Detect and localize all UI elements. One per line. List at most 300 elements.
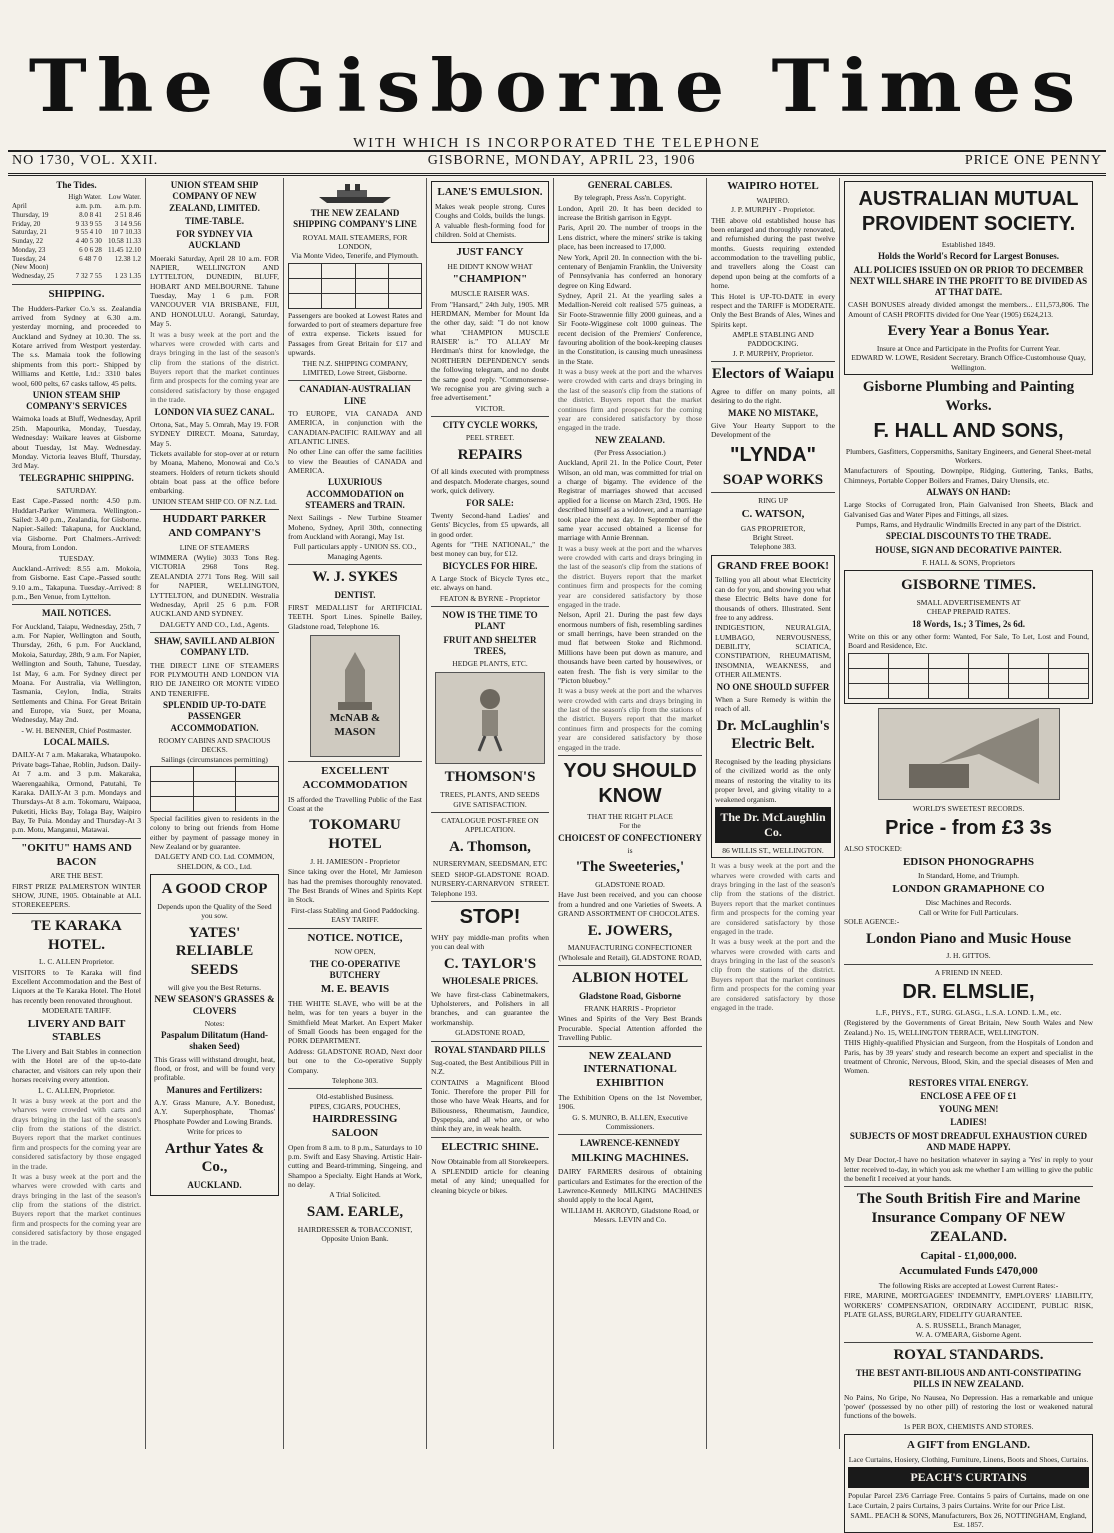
grand-free-book-heading: GRAND FREE BOOK! [717, 559, 829, 572]
shaw-sign: DALGETY AND CO. Ltd. COMMON, SHELDON, & CO., Ltd. [154, 852, 275, 871]
local-mails-text: DAILY-At 7 a.m. Makaraka, Whataupoko. Private bags-Tahae, Roblin, Judson. Daily-At 7 a.m. and 3 p.m. Makaraka, Waerengaahika, Ormond, Patutahi, Te Karaka. DAILY-At 3 p.m. Mondays and Thursdays-At 8 a.m. Tokomaru, Waipaoa, Puketiti, Hicks Bay, Tolaga Bay, Waipiro Bay, Te Puia. Monday and Thursday-At 3 p.m. Motu, Manganui, Matawai. [12, 750, 141, 835]
shipping-text: The Hudders-Parker Co.'s ss. Zealandia arrived from Sydney at 6.30 a.m. yesterday morning, and proceeded to Auckland and Sydney at 10.30. The ss. Kotare arrived from Westport yesterday. The s.s. Mamaia took the following shipments from this port:- Shipped by Williams and Kettle, Ltd.: 3310 bales wool, 600 pelts, 67 casks tallow, 45 pelts. [12, 303, 141, 388]
albion-sub: Gladstone Road, Gisborne [579, 990, 681, 1001]
gift-heading: A GIFT from ENGLAND. [906, 1439, 1031, 1451]
divider [150, 632, 279, 633]
divider [288, 928, 422, 929]
tides-cell: 1 23 1.35 [114, 272, 141, 280]
dateline [8, 152, 1106, 176]
beavis-telephone: Telephone 303. [331, 1075, 379, 1085]
mclaughlin-advert [711, 555, 835, 859]
stop-text: WHY pay middle-man profits when you can deal with [431, 932, 549, 952]
tides-row [12, 272, 141, 281]
amp-sub: Holds the World's Record for Largest Bonuses. [878, 251, 1059, 262]
royal-mail-text: ROYAL MAIL STEAMERS, FOR LONDON, [302, 232, 408, 251]
livery-heading: LIVERY AND BAIT STABLES [27, 1017, 126, 1044]
new-zealand-heading: NEW ZEALAND. [595, 434, 665, 445]
bright-street-text: Bright Street. [752, 532, 794, 542]
telegraphic-heading: TELEGRAPHIC SHIPPING. [19, 472, 134, 483]
huddart-sign: DALGETY AND CO., Ltd., Agents. [159, 619, 270, 629]
tuesday-heading: TUESDAY. [58, 553, 95, 563]
tides-row [12, 246, 141, 255]
tides-cell: Monday, 23 [12, 245, 46, 254]
restores-heading: RESTORES VITAL ENERGY. [908, 1077, 1029, 1088]
amp-insure: Insure at Once and Participate in the Profits for Current Year. [876, 343, 1061, 353]
price-value: from £3 3s [951, 817, 1052, 840]
city-cycle-sub: PEEL STREET. [465, 433, 515, 443]
young-men-heading: YOUNG MEN! [938, 1104, 999, 1115]
wholesale-heading: WHOLESALE PRICES. [441, 976, 539, 987]
tides-cell: 7 32 7 55 [75, 272, 102, 280]
telegraphic-day: SATURDAY. [56, 485, 97, 495]
lynda-heading: "LYNDA" [729, 443, 816, 466]
divider [288, 564, 422, 565]
tides-row [12, 255, 141, 264]
hairdressing-text: Open from 8 a.m. to 8 p.m., Saturdays to 10 p.m. Swift and Easy Shaving. Artistic Hair-cutting and Beard-trimming, Singeing, and Shampoo a Specialty. Eight Hands at Work, no delay. [288, 1142, 422, 1189]
beavis-heading: M. E. BEAVIS [320, 983, 390, 996]
local-mails-heading: LOCAL MAILS. [43, 737, 110, 748]
filler-text: It was a busy week at the port and the wharves were crowded with carts and drays bringing in the last of the season's clip from the stations of the district. Buyers report that the market continues firm and prospects for the coming year are considered satisfactory by those engaged in the trade. [558, 543, 702, 609]
earle-sub: HAIRDRESSER & TOBACCONIST, Opposite Union Bank. [297, 1224, 413, 1243]
champion-heading: "CHAMPION" [452, 273, 528, 286]
albion-heading: ALBION HOTEL [571, 970, 689, 986]
royal-pills-text: Sug-coated, the Best Antibilious Pill in N.Z. [431, 1057, 549, 1077]
write-text: Write for prices to [187, 1127, 242, 1137]
sydney-heading: FOR SYDNEY VIA AUCKLAND [176, 229, 253, 251]
ring-up-text: RING UP [758, 496, 788, 506]
tides-cell [102, 263, 141, 272]
mail-notices-heading: MAIL NOTICES. [41, 608, 112, 619]
livery-sign: L. C. ALLEN, Proprietor. [38, 1085, 115, 1095]
tides-cell: 9 33 9 55 [75, 219, 102, 228]
mistake-heading: MAKE NO MISTAKE, [727, 407, 819, 418]
hedge-text: HEDGE PLANTS, ETC. [452, 659, 528, 668]
cables-copyright: By telegraph, Press Ass'n. Copyright. [574, 193, 686, 203]
tides-cell: 4 40 5 30 [75, 237, 102, 245]
tides-header-cell: High Water. [68, 193, 102, 202]
via-text: Via Monte Video, Tenerife, and Plymouth. [291, 251, 419, 261]
canadian-australian-sign: Full particulars apply - UNION SS. CO., Managing Agents. [293, 542, 417, 561]
mclaughlin-heading: Dr. McLaughlin's Electric Belt. [716, 717, 830, 753]
filler-text: It was a busy week at the port and the wharves were crowded with carts and drays bringing in the last of the season's clip from the stations of the district. Buyers report that the market continues firm and prospects for the coming year are considered satisfactory by those engaged in the trade. [12, 1171, 141, 1247]
house-heading: HOUSE, SIGN AND DECORATIVE PAINTER. [875, 544, 1062, 555]
exhibition-sign: G. S. MUNRO, B. ALLEN, Executive Commissioners. [572, 1112, 688, 1131]
peach-curtains-banner: PEACH'S CURTAINS [848, 1467, 1089, 1488]
royal-pills-text-2: CONTAINS a Magnificent Blood Tonic. Therefore the proper Pill for those who have Weak Hearts, and for Biliousness, Rheumatism, Jaundice, Dyspepsia, and all who are, or who think they are, in weak health. [431, 1077, 549, 1134]
shipping-heading: SHIPPING. [48, 287, 105, 300]
tides-header-cell [12, 193, 62, 202]
tides-cell: Thursday, 19 [12, 210, 49, 219]
good-crop-heading: A GOOD CROP [161, 881, 268, 898]
albion-text: Wines and Spirits of the Very Best Brands Procurable. Special Attention afforded the Travelling Public. [558, 1014, 702, 1043]
dentist-heading: DENTIST. [334, 589, 376, 600]
filler-text: It was a busy week at the port and the wharves were crowded with carts and drays bringing in the last of the season's clip from the stations of the district. Buyers report that the market continues firm and prospects for the coming year are considered satisfactory by those engaged in the trade. [711, 861, 835, 936]
stabling-text: AMPLE STABLING AND PADDOCKING. [732, 330, 814, 349]
divider [558, 1134, 702, 1135]
a-thomson-heading: A. Thomson, [449, 838, 531, 855]
now-open-text: NOW OPEN, [334, 947, 376, 957]
divider [431, 812, 549, 813]
timetable-heading: TIME-TABLE. [184, 215, 245, 226]
canadian-australian-text: TO EUROPE, VIA CANADA AND AMERICA, in conjunction with the CANADIAN-PACIFIC RAILWAY and all ATLANTIC LINES. [288, 408, 422, 446]
tides-heading: The Tides. [56, 180, 97, 190]
tides-cell: 6 0 6 28 [79, 245, 102, 254]
capital-line: Capital - £1,000,000. [920, 1249, 1017, 1262]
divider [12, 838, 141, 839]
divider [711, 492, 835, 493]
for-the-text: For the [619, 821, 641, 831]
enclose-heading: ENCLOSE A FEE OF £1 [920, 1090, 1017, 1101]
lawrence-kennedy-heading: LAWRENCE-KENNEDY [579, 1138, 680, 1149]
divider [288, 761, 422, 762]
plumbing-heading: Gisborne Plumbing and Painting Works. [862, 379, 1075, 414]
manures-heading: Manures and Fertilizers: [166, 1084, 263, 1095]
column-2 [146, 178, 284, 1449]
hall-text: Manufacturers of Spouting, Downpipe, Ridging, Guttering, Tanks, Baths, Chimneys, Portable Copper Boilers and Frames, Dairy Utensils, etc. [844, 466, 1093, 485]
firstclass-text: First-class Stabling and Good Paddocking. [290, 905, 420, 915]
tides-cell: 9 55 4 10 [75, 228, 102, 237]
beavis-text: THE WHITE SLAVE, who will be at the helm, was for ten years a buyer in the Smithfield Meat Market. An Expert Maker of Small Goods has been engaged for the PORK DEPARTMENT. [288, 998, 422, 1046]
mclaughlin-text: Recognised by the leading physicians of the civilized world as the only means of restoring the vitality to its proper level, and giving vitality to a weakened organism. [715, 757, 831, 804]
filler-text: It was a busy week at the port and the wharves were crowded with carts and drays bringing in the last of the season's clip from the stations of the district. Buyers report that the market continues firm and prospects for the coming year are considered satisfactory by those engaged in the trade. [12, 1095, 141, 1171]
arthur-yates: Arthur Yates & Co., [164, 1140, 265, 1176]
amp-policies: ALL POLICIES ISSUED ON OR PRIOR TO DECEMBER NEXT WILL SHARE IN THE PROFIT TO BE DIVIDED AS AT THAT DATE. [849, 264, 1088, 298]
usc-notice-text: Tickets available for stop-over at or return by Moana, Maheno, Monowai and Co.'s steamers. Holders of return tickets should obtain boat pass at the office before embarking. [150, 448, 279, 496]
column-4 [427, 178, 554, 1449]
te-karaka-heading: TE KARAKA HOTEL. [31, 917, 122, 953]
divider [558, 1046, 702, 1047]
pipes-text: PIPES, CIGARS, POUCHES, [309, 1101, 401, 1111]
tides-cell: 10 7 10.33 [111, 228, 141, 237]
steamship-icon [315, 182, 395, 204]
capital-value: £1,000,000. [964, 1249, 1017, 1262]
akroyd-text: WILLIAM H. AKROYD, Gladstone Road, or Messrs. LEVIN and Co. [561, 1205, 699, 1225]
jowers-sub: MANUFACTURING CONFECTIONER (Wholesale and Retail), GLADSTONE ROAD, [558, 943, 702, 962]
canadian-australian-text-2: No other Line can offer the same facilities to view the Beauties of CANADA and AMERICA. [288, 447, 422, 475]
electric-shine-heading: ELECTRIC SHINE. [441, 1140, 539, 1153]
muscle-text: MUSCLE RAISER WAS. [450, 289, 530, 299]
tides-row [12, 211, 141, 220]
just-fancy-sub: HE DIDN'T KNOW WHAT [447, 262, 533, 271]
tides-row [12, 220, 141, 229]
stop-heading: STOP! [459, 905, 521, 928]
divider [431, 416, 549, 417]
divider [558, 965, 702, 966]
new-zealand-text: Auckland, April 21. In the Police Court, Peter Wilson, an old man, was committed for trial on a charge of bigamy. The evidence of the Registrar of marriages showed that accused applied for a license on March 23rd, 1905. He described himself as a widower, and a marriage took place the next day. In September of the same year accused obtained a license for marriage with Annie Brennan. [558, 458, 702, 543]
tides-cell: (New Moon) [12, 263, 49, 272]
shaw-notice-text: Special facilities given to residents in the colony to bring out friends from Home either by payment of passage money in New Zealand or by guarantee. [150, 813, 279, 851]
mail-notices-sign: - W. H. BENNER, Chief Postmaster. [21, 725, 132, 735]
gramophone-heading: LONDON GRAMAPHONE CO [892, 882, 1045, 895]
south-british-heading: The South British Fire and Marine Insurance Company OF NEW ZEALAND. [856, 1191, 1081, 1245]
small-ads-form [844, 570, 1093, 704]
waipiro-text-2: This Hotel is UP-TO-DATE in every respect and the TARIFF is MODERATE. Only the Best Brands of Ales, Wines and Spirits kept. [711, 291, 835, 329]
tuesday-text: Auckland.-Arrived: 8.55 a.m. Mokoia, from Gisborne. East Cape.-Passed south: 9.10 a.m., Takapuna. Tuesday.-Arrived: 8 p.m., Ben Venue, from Lyttelton. [12, 563, 141, 601]
lanes-text: Makes weak people strong. Cures Coughs and Colds, builds the lungs. A valuable flesh-forming food for children. Sold at Chemists. [435, 201, 545, 239]
always-text: Large Stocks of Corrugated Iron, Plain Galvanised Iron Sheets, Black and Galvanised Gas and Water Pipes and Fittings, all sizes. [844, 500, 1093, 519]
electric-shine-sub: Now Obtainable from all Storekeepers. [431, 1156, 549, 1166]
gramophone-illustration [878, 708, 1060, 800]
ladies-heading: LADIES! [950, 1117, 987, 1128]
waipiro-sub: WAIPIRO. [756, 195, 790, 205]
beavis-address: Address: GLADSTONE ROAD, Next door but one to the Co-operative Supply Company. [288, 1046, 422, 1075]
amp-sign: EDWARD W. LOWE, Resident Secretary. Branch Office-Customhouse Quay, Wellington. [851, 353, 1086, 372]
nzs-text: Passengers are booked at Lowest Rates and forwarded to port of steamers departure free of extra expense. Tickets issued for Passages from Great Britain for £17 and upwards. [288, 310, 422, 358]
sweeteries-address: GLADSTONE ROAD. [595, 880, 665, 889]
divider [431, 1041, 549, 1042]
tides-cell: 11.45 12.10 [108, 245, 141, 254]
te-karaka-tariff: MODERATE TARIFF. [41, 1006, 112, 1016]
sykes-heading: W. J. SYKES [312, 569, 398, 585]
amp-every-year: Every Year a Bonus Year. [887, 323, 1050, 340]
for-sale-heading: FOR SALE: [466, 497, 514, 508]
easy-tariff-text: EASY TARIFF. [331, 915, 379, 925]
you-should-know-heading: YOU SHOULD KNOW [563, 759, 697, 807]
call-text: Call or Write for Full Particulars. [918, 907, 1019, 917]
yates-advert [150, 874, 279, 1196]
tides-cell: 10.58 11.33 [108, 237, 141, 245]
london-heading: LONDON VIA SUEZ CANAL. [154, 406, 275, 417]
tides-cell: Wednesday, 25 [12, 272, 55, 280]
royal-pills-heading: ROYAL STANDARD PILLS [434, 1044, 546, 1055]
exhibition-heading: NEW ZEALAND INTERNATIONAL EXHIBITION [583, 1049, 677, 1089]
waipiro-sign: J. P. MURPHY, Proprietor. [732, 348, 814, 358]
press-association-text: (Per Press Association.) [594, 447, 666, 457]
plant-heading: NOW IS THE TIME TO PLANT [442, 610, 538, 632]
gt-sub: SMALL ADVERTISEMENTS AT [916, 598, 1021, 607]
tokomaru-text-2: Since taking over the Hotel, Mr Jamieson has had the premises thoroughly renovated. The Best Brands of Wines and Spirits Kept in Stock. [288, 867, 422, 905]
cables-text: London, April 20. It has been decided to increase the British garrison in Egypt. [558, 203, 702, 222]
tides-cell: Sunday, 22 [12, 237, 44, 245]
taylor-address: GLADSTONE ROAD, [455, 1028, 525, 1038]
new-season-heading: NEW SEASON'S GRASSES & CLOVERS [154, 994, 275, 1016]
general-cables-heading: GENERAL CABLES. [587, 180, 673, 190]
tokomaru-text: IS afforded the Travelling Public of the East Coast at the [288, 794, 422, 813]
divider [288, 1088, 422, 1089]
issue-date: GISBORNE, MONDAY, APRIL 23, 1906 [427, 153, 696, 168]
canadian-australian-text-3: Next Sailings - New Turbine Steamer Moheno, Sydney, April 30th, connecting from Auckland with Aorangi, May 1st. [288, 513, 422, 541]
peach-advert [844, 1434, 1093, 1533]
harris-text: FRANK HARRIS - Proprietor [584, 1004, 676, 1013]
divider [12, 604, 141, 605]
divider [431, 901, 549, 902]
divider [431, 606, 549, 607]
filler-text: It was a busy week at the port and the wharves were crowded with carts and drays bringing in the last of the season's clip from the stations of the district. Buyers report that the market continues firm and prospects for the coming year are considered satisfactory by those engaged in the trade. [558, 367, 702, 433]
peach-text: Popular Parcel 23/6 Carriage Free. Contains 5 pairs of Curtains, made on one Lace Curtain, 2 pairs Curtains, 3 pairs Curtains. Write for our Price List. [848, 1491, 1089, 1510]
divider [150, 509, 279, 510]
hall-sign: F. HALL & SONS, Proprietors [922, 557, 1015, 567]
cables-text: Sydney, April 21. At the yearling sales a Medallion-Nereid colt realised 575 guineas, a Sir Foote-Strawennie filly 2000 guineas, and a Sir Foote-Wigginese colt 1000 guineas. The recent decision of the Premiers' Conference, favouring abolition of the book-keeping clauses in the Constitution, is causing much uneasiness in the State. [558, 291, 702, 366]
divider [844, 1342, 1093, 1343]
gt-text: Write on this or any other form: Wanted, For Sale, To Let, Lost and Found, Board and Residence, Etc. [848, 632, 1089, 651]
price-label: Price [885, 817, 935, 840]
auckland-text: AUCKLAND. [187, 1180, 242, 1190]
edison-sub: In Standard, Home, and Triumph. [917, 871, 1020, 881]
hairdressing-heading: HAIRDRESSING SALOON [312, 1113, 398, 1139]
sailings-table [150, 766, 279, 812]
friend-text: A FRIEND IN NEED. [934, 967, 1003, 977]
electors-heading: Electors of Waiapu [711, 366, 835, 383]
huddart-text: WIMMERA (Wylie) 3033 Tons Reg. VICTORIA 2968 Tons Reg. ZEALANDIA 2771 Tons Reg. Will sail for NAPIER, WELLINGTON, LYTTELTON, and DUNEDIN. Westralia Wednesday, April 25 6 p.m. FOR AUCKLAND AND SYDNEY. [150, 553, 279, 619]
notes-heading: Notes: [204, 1018, 225, 1028]
splendid-heading: SPLENDID UP-TO-DATE PASSENGER ACCOMMODATION. [163, 700, 266, 733]
column-7 [840, 178, 1097, 1530]
column-6 [707, 178, 840, 1449]
roomy-text: ROOMY CABINS AND SPACIOUS DECKS. [158, 735, 271, 755]
electric-shine-text: A SPLENDID article for cleaning metal of any kind; unequalled for cleaning bicycle or bikes. [431, 1166, 549, 1195]
excellent-heading: EXCELLENT ACCOMMODATION [302, 765, 408, 791]
luxurious-heading: LUXURIOUS ACCOMMODATION on STEAMERS and TRAIN. [305, 477, 405, 510]
london-text: Ortona, Sat., May 5. Omrah, May 19. FOR SYDNEY DIRECT. Moana, Saturday, May 5. [150, 419, 279, 448]
tides-row [12, 202, 141, 211]
hire-text: A Large Stock of Bicycle Tyres etc., etc. always on hand. [431, 573, 549, 593]
earle-heading: SAM. EARLE, [306, 1203, 404, 1220]
divider [288, 380, 422, 381]
right-place-text: THAT THE RIGHT PLACE [587, 811, 673, 821]
divider [12, 913, 141, 914]
gt-heading: GISBORNE TIMES. [901, 577, 1036, 594]
sydney-text: Moeraki Saturday, April 28 10 a.m. FOR NAPIER, WELLINGTON AND LYTTELTON, DUNEDIN, BLUFF, HOBART AND MELBOURNE. Tahune Tuesday, May 1 6 p.m. FOR VANCOUVER VIA BRISBANE, FIJI, AND HONOLULU. Aorangi, Saturday, May 5. [150, 253, 279, 329]
divider [12, 284, 141, 285]
waipiro-text: THE above old established house has been enlarged and thoroughly renovated, and refurnished during the past twelve months. Guests requiring extended accommodation to the travelling public, and travellers along the Coast can depend upon being at the comforts of a home. [711, 215, 835, 291]
risks-text: The following Risks are accepted at Lowest Current Rates:- [878, 1281, 1059, 1290]
newspaper-title: The Gisborne Times [28, 44, 1086, 129]
sweeteries-text: Have Just been received, and you can choose from a hundred and one Varieties of Sweets. A GRAND ASSORTMENT OF CHOCOLATES. [558, 890, 702, 919]
funds-label: Accumulated Funds [899, 1265, 994, 1278]
exhibition-text: The Exhibition Opens on the 1st November, 1906. [558, 1092, 702, 1112]
divider [431, 1137, 549, 1138]
mclaughlin-company: The Dr. McLaughlin Co. [715, 807, 831, 843]
tides-cell: 12.38 1.2 [114, 254, 141, 263]
canadian-australian-heading: CANADIAN-AUSTRALIAN LINE [299, 384, 411, 406]
gas-proprietor-text: GAS PROPRIETOR, [740, 523, 806, 533]
elmslie-text-2: THIS Highly-qualified Physician and Surgeon, from the Hospitals of London and Paris, has by 39 years' study and research become an expert and specialist in the treatment of Chronic, Nervous, Blood, Skin, and the special diseases of Men and Women. [844, 1038, 1093, 1076]
figure-icon [455, 683, 525, 753]
masthead [8, 0, 1106, 152]
telegraphic-text: East Cape.-Passed north: 4.50 p.m. Huddart-Parker Wimmera. Wellington.-Sailed: 3.40 p.m., Zealandia, for Gisborne. Napier.-Sailed: Takapuna, for Auckland, via Gisborne. Port Chalmers.-Arrived: Moura, from London. [12, 496, 141, 553]
telephone-text: Telephone 383. [749, 542, 797, 552]
tides-cell: 2 51 8.46 [114, 210, 141, 219]
just-fancy-text: From "Hansard," 24th July, 1905. MR HERDMAN, Member for Mount Ida the other day, said: "I do not know what 'CHAMPION MUSCLE RAISER' is." TO ALLAY Mr Herdman's thirst for knowledge, the NORTHERN DEPENDENCY sends the following telegram, and no doubt the same good reply. "Commonsense-We recognise you are giving such a free advertisement." [431, 299, 549, 403]
divider [711, 361, 835, 362]
gift-sub: Lace Curtains, Hosiery, Clothing, Furniture, Linens, Boots and Shoes, Curtains. [848, 1454, 1089, 1464]
tides-cell: Tuesday, 24 [12, 254, 46, 263]
watson-heading: C. WATSON, [741, 507, 805, 520]
column-1 [8, 178, 146, 1449]
electors-text: Agree to differ on many points, all desiring to do the right. [711, 386, 835, 406]
sykes-text: FIRST MEDALLIST for ARTIFICIAL TEETH. Sport Lines. Spinelle Bailey, Gladstone road, Telephone 16. [288, 603, 422, 631]
repairs-text: Of all kinds executed with promptness and despatch. Moderate charges, sound work, quick delivery. [431, 467, 549, 496]
elmslie-text: (Registered by the Governments of Great Britain, New South Wales and New Zealand.) No. 15, WELLINGTON TERRACE, WELLINGTON. [844, 1018, 1093, 1037]
nzs-heading: THE NEW ZEALAND SHIPPING COMPANY'S LINE [293, 208, 417, 230]
columns [8, 178, 1106, 1530]
city-cycle-heading: CITY CYCLE WORKS, [442, 420, 538, 430]
shaw-savill-text: THE DIRECT LINE OF STEAMERS FOR PLYMOUTH AND LONDON VIA RIO DE JANEIRO OR MONTE VIDEO AND TENERIFFE. [150, 660, 279, 698]
mcnab-mason: McNAB & MASON [329, 712, 381, 739]
tides-cell: 8.0 8 41 [79, 210, 102, 219]
tides-cell: 6 48 7 0 [79, 254, 102, 263]
cables-text: Paris, April 20. The number of troops in the Lens district, where the miners' strike is taking place, has been increased to 17,000. [558, 223, 702, 252]
victor-sign: VICTOR. [475, 403, 505, 413]
no-suffer-heading: NO ONE SHOULD SUFFER [716, 681, 830, 692]
nzs-sign: THE N.Z. SHIPPING COMPANY, LIMITED, Lowe Street, Gisborne. [302, 358, 408, 377]
risks-list: FIRE, MARINE, MORTGAGEES' INDEMNITY, EMPLOYERS' LIABILITY, WORKERS' COMPENSATION, ORDINARY ACCIDENT, PUBLIC RISK, PLATE GLASS, BURGLARY, FIDELITY GUARANTEE. [844, 1291, 1093, 1320]
okitu-text: FIRST PRIZE PALMERSTON WINTER SHOW, JUNE, 1905. Obtainable at ALL STOREKEEPERS. [12, 881, 141, 910]
soap-works-heading: SOAP WORKS [722, 471, 824, 488]
gt-rate: 18 Words, 1s.; 3 Times, 2s 6d. [911, 618, 1026, 629]
tides-cell: Friday, 20 [12, 219, 41, 228]
tides-cell: a.m. p.m. [114, 202, 141, 210]
usc-sign: UNION STEAM SHIP CO. OF N.Z. Ltd. [152, 496, 277, 506]
lanes-heading: LANE'S EMULSION. [437, 186, 543, 198]
subjects-heading: SUBJECTS OF MOST DREADFUL EXHAUSTION CURED AND MADE HAPPY. [849, 1130, 1088, 1152]
te-karaka-proprietor: L. C. ALLEN Proprietor. [39, 957, 114, 967]
usc-services-text: Waimoka loads at Bluff, Wednesday, April 25th. Mapourika, Monday, Tuesday, Wednesday: Waikare leaves at Gisborne about Tuesday, 1st May. Wednesday. Monday. Victoria leaves Bluff, Thursday, 3rd May. [12, 414, 141, 471]
elmslie-quals: L.F., PHYS., F.T., SURG. GLASG., L.S.A. LOND. L.M., etc. [875, 1008, 1062, 1017]
tides-cell: Saturday, 21 [12, 228, 47, 237]
huddart-sub: LINE OF STEAMERS [179, 542, 250, 552]
feaston-sign: FEATON & BYRNE - Proprietor [439, 593, 541, 603]
cartoon-illustration [435, 672, 545, 764]
grand-text: Telling you all about what Electricity can do for you, and showing you what these Electric Belts have done for thousands of others. Illustrated. Sent free to any address. [715, 575, 831, 622]
hall-heading: F. HALL AND SONS, [873, 419, 1064, 442]
filler-text: It was a busy week at the port and the wharves were crowded with carts and drays bringing in the last of the season's clip from the stations of the district. Buyers report that the market continues firm and prospects for the coming year are considered satisfactory by those engaged in the trade. [558, 686, 702, 752]
catalogue-text: CATALOGUE POST-FREE ON APPLICATION. [441, 815, 539, 835]
royal-standards-sub: THE BEST ANTI-BILIOUS AND ANTI-CONSTIPATING PILLS IN NEW ZEALAND. [855, 1368, 1082, 1390]
waipiro-proprietor: J. P. MURPHY - Proprietor. [731, 205, 815, 215]
old-established-text: Old-established Business. [316, 1092, 394, 1102]
royal-standards-heading: ROYAL STANDARDS. [893, 1347, 1044, 1364]
royal-standards-price: 1s PER BOX, CHEMISTS AND STORES. [903, 1421, 1034, 1431]
russell-sign: A. S. RUSSELL, Branch Manager, [915, 1320, 1022, 1330]
always-heading: ALWAYS ON HAND: [926, 487, 1011, 497]
column-3 [284, 178, 427, 1449]
monument-icon [330, 650, 380, 710]
manures-text: A.Y. Grass Manure, A.Y. Bonedust, A.Y. Superphosphate, Thomas' Phosphate Powder and Lowing Brands. [154, 1098, 275, 1126]
agents-text: Agents for "THE NATIONAL," the best money can buy, for £12. [431, 539, 549, 559]
tides-header-cell: Low Water. [108, 193, 141, 202]
records-text: WORLD'S SWEETEST RECORDS. [912, 803, 1025, 813]
no-suffer-text: When a Sure Remedy is within the reach of all. [715, 694, 831, 714]
funds-value: £470,000 [996, 1265, 1038, 1278]
gittos-text: J. H. GITTOS. [946, 951, 991, 961]
trees-heading: FRUIT AND SHELTER TREES, [443, 634, 537, 656]
jowers-heading: E. JOWERS, [587, 922, 673, 939]
issue-price: PRICE ONE PENNY [964, 153, 1102, 168]
royal-standards-text: No Pains, No Gripe, No Nausea, No Depression. Has a remarkable and unique 'power' (possessed by no other pill) of restoring the lost or weakened natural functions of the bowels. [844, 1392, 1093, 1421]
good-crop-sub: Depends upon the Quality of the Seed you sow. [157, 901, 272, 921]
usc-services-heading: UNION STEAM SHIP COMPANY'S SERVICES [26, 389, 127, 412]
monument-illustration [310, 635, 400, 757]
capital-label: Capital [920, 1249, 956, 1262]
mail-notices-text: For Auckland, Taiapu, Wednesday, 25th, 7 a.m. For Napier, Wellington and South, Thursday, 26th, 6 p.m. For Auckland, Mokoia, Saturday, 28th, 9 a.m. For Napier, Wellington and South, Tahune, Tuesday, 1st May, 6 a.m. For Sydney direct per Moana. For Australia, via Wellington, Tasmania, Ceylon, India, Straits Settlements and China. For Great Britain and Europe, via Suez, per Moana, Wednesday, May 2nd. [12, 621, 141, 725]
subjects-text: My Dear Doctor,-I have no hesitation whatever in saying a 'Yes' in reply to your letter received to-day, in which you ask me whether I am willing to give the public the benefit I received at your hands. [844, 1155, 1093, 1183]
taylor-text: We have first-class Cabinetmakers, Upholsterers, and Polishers in all branches, and can guarantee the workmanship. [431, 989, 549, 1027]
also-stocked: ALSO STOCKED: [844, 844, 902, 854]
sailings-text: Sailings (circumstances permitting) [161, 754, 268, 764]
te-karaka-text: VISITORS to Te Karaka will find Excellent Accommodation and the Best of Liquors at the Te Karaka Hotel. The Hotel has recently been renovated throughout. [12, 967, 141, 1005]
filler-text: It was a busy week at the port and the wharves were crowded with carts and drays bringing in the last of the season's clip from the stations of the district. Buyers report that the market continues firm and prospects for the coming year are considered satisfactory by those engaged in the trade. [150, 329, 279, 405]
repairs-heading: REPAIRS [457, 446, 523, 463]
column-5 [554, 178, 707, 1449]
trial-text: A Trial Solicited. [329, 1190, 381, 1200]
newspaper-subtitle: WITH WHICH IS INCORPORATED THE TELEPHONE [353, 136, 761, 151]
peach-sign: SAML. PEACH & SONS, Manufacturers, Box 26, NOTTINGHAM, England, Est. 1857. [850, 1510, 1087, 1530]
livery-text: The Livery and Bait Stables in connection with the Hotel are of the up-to-date character, and visitors can rely upon their horses receiving every attention. [12, 1047, 141, 1085]
tokomaru-heading: TOKOMARU HOTEL [309, 817, 401, 853]
ad-form-grid[interactable] [848, 653, 1089, 699]
thomsons-heading: THOMSON'S [444, 769, 536, 786]
